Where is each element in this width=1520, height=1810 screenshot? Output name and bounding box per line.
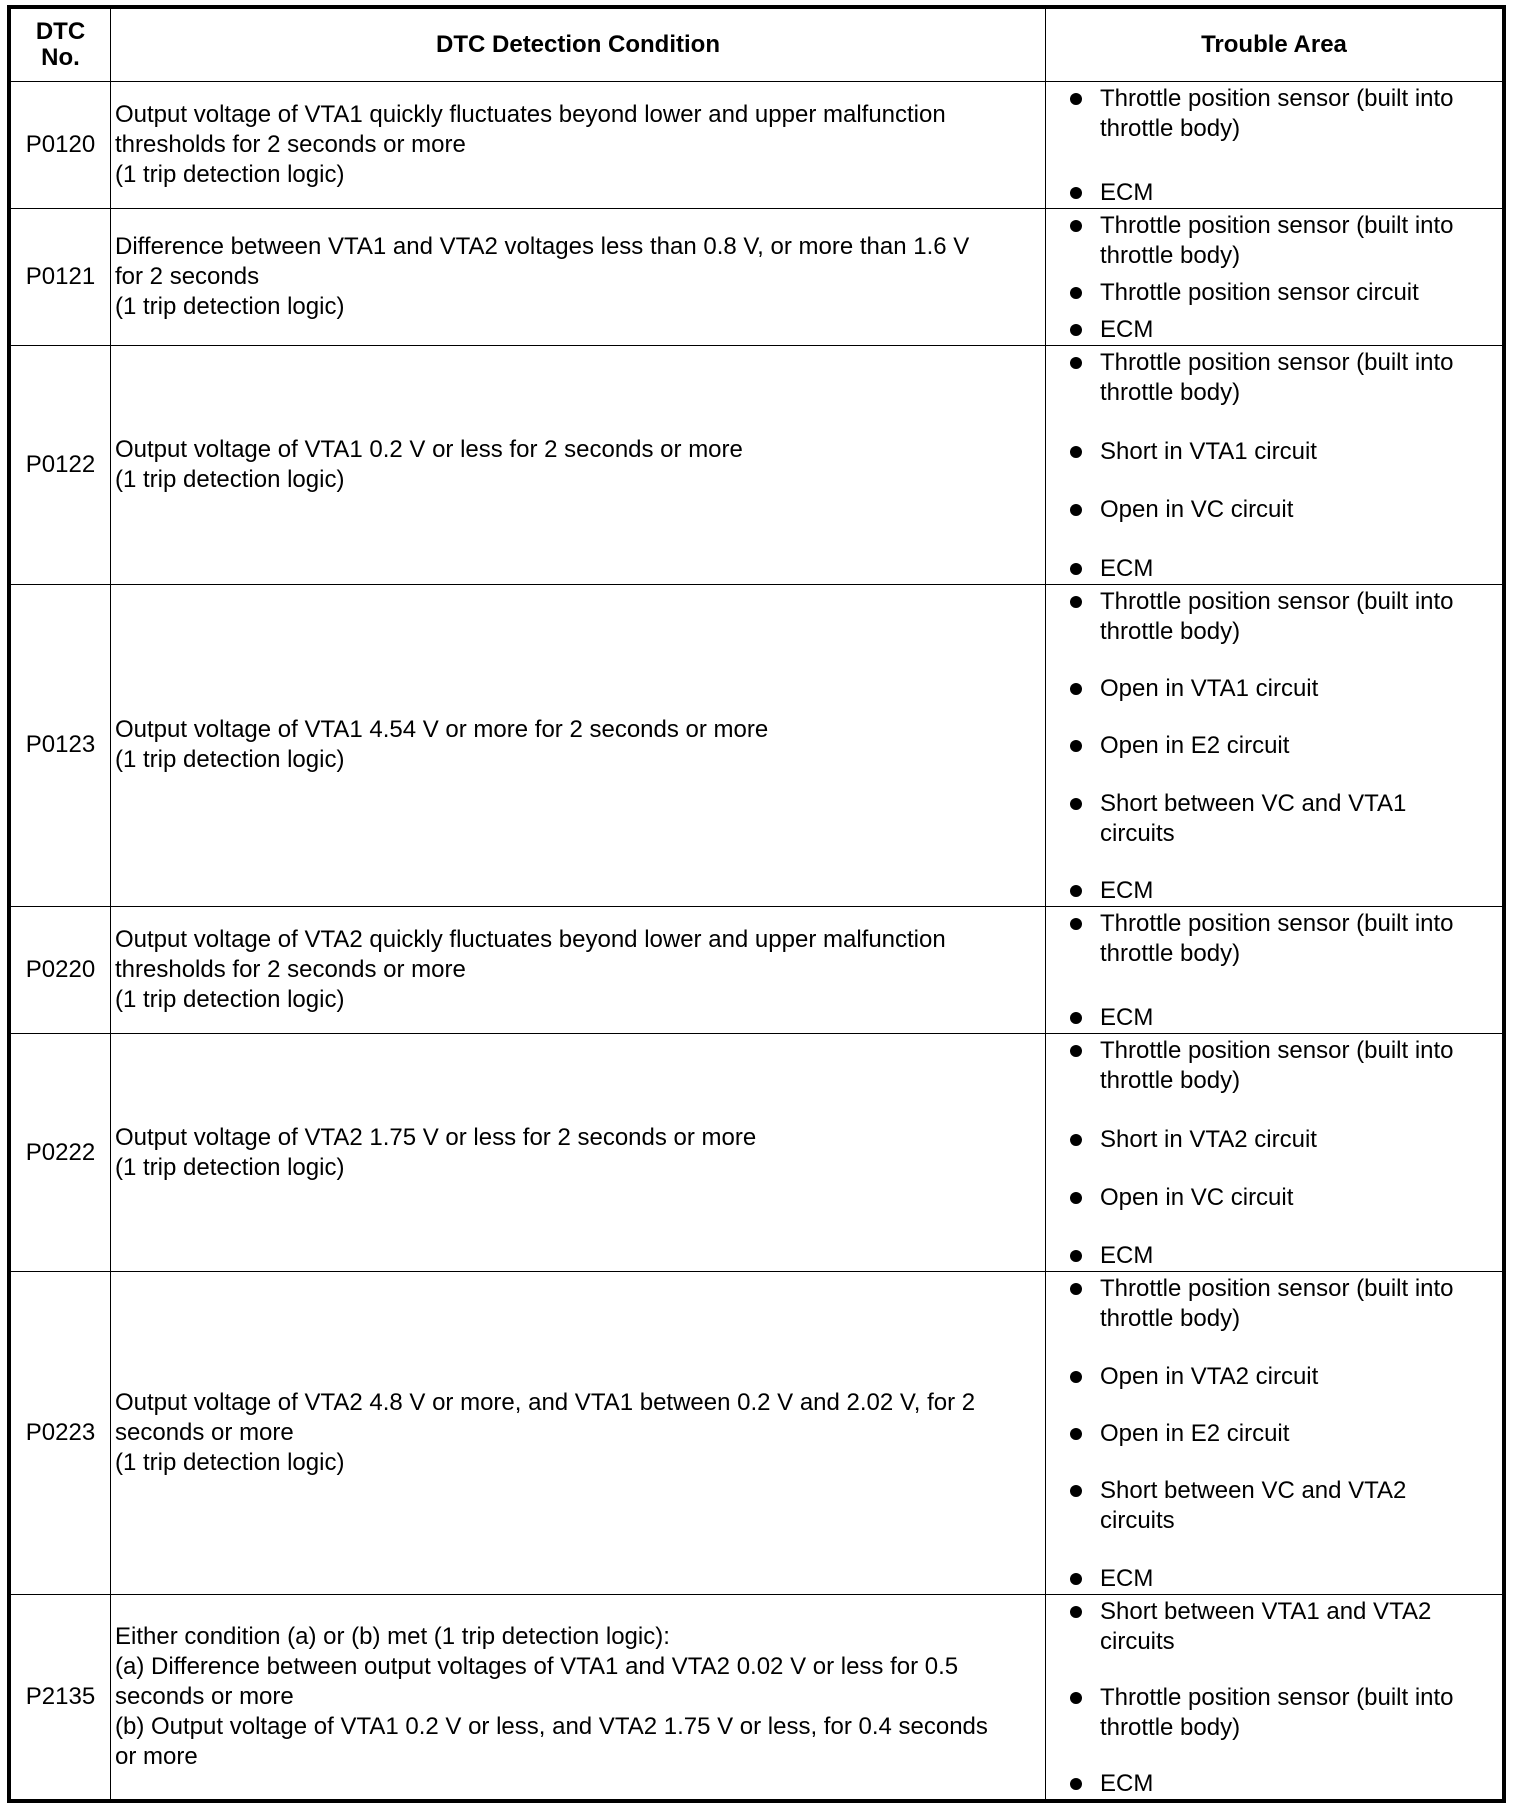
detection-condition: Difference between VTA1 and VTA2 voltages less than 0.8 V, or more than 1.6 V for 2 seconds (1 trip detection logic)	[111, 209, 1046, 346]
table-row	[11, 1272, 1503, 1594]
dtc-code: P0223	[11, 1272, 111, 1594]
list-item: Throttle position sensor (built into throttle body)	[1068, 587, 1496, 647]
list-item: Short in VTA2 circuit	[1068, 1125, 1496, 1155]
dtc-code: P0123	[11, 584, 111, 906]
table-row	[11, 1034, 1503, 1272]
table-row	[11, 906, 1503, 1033]
trouble-area	[1046, 1594, 1503, 1799]
table-row	[11, 584, 1503, 906]
list-item: Open in VC circuit	[1068, 1183, 1496, 1213]
list-item: Throttle position sensor (built into throttle body)	[1068, 1683, 1496, 1743]
trouble-area-list	[1068, 1036, 1496, 1271]
list-item: ECM	[1068, 876, 1496, 906]
table-row	[11, 346, 1503, 584]
dtc-code: P0121	[11, 209, 111, 346]
list-item: ECM	[1068, 178, 1496, 208]
list-item: ECM	[1068, 554, 1496, 584]
detection-condition: Output voltage of VTA2 quickly fluctuates beyond lower and upper malfunction thresholds for 2 seconds or more (1 trip detection logic)	[111, 906, 1046, 1033]
list-item: ECM	[1068, 1003, 1496, 1033]
trouble-area-list	[1068, 909, 1496, 1033]
dtc-code: P0122	[11, 346, 111, 584]
trouble-area-list	[1068, 348, 1496, 583]
list-item: ECM	[1068, 315, 1496, 345]
list-item: Throttle position sensor (built into throttle body)	[1068, 909, 1496, 969]
list-item: Short in VTA1 circuit	[1068, 437, 1496, 467]
dtc-code: P2135	[11, 1594, 111, 1799]
list-item: Throttle position sensor (built into throttle body)	[1068, 1036, 1496, 1096]
list-item: Short between VTA1 and VTA2 circuits	[1068, 1597, 1496, 1657]
list-item: Throttle position sensor circuit	[1068, 278, 1496, 308]
dtc-code: P0222	[11, 1034, 111, 1272]
dtc-table-frame	[7, 5, 1506, 1803]
trouble-area-list	[1068, 1274, 1496, 1593]
detection-condition: Either condition (a) or (b) met (1 trip detection logic): (a) Difference between output voltages of VTA1 and VTA2 0.02 V or less for 0.5 seconds or more (b) Output voltage of VTA1 0.2 V or less, and VTA2 1.75 V or less, for 0.4 seconds or more	[111, 1594, 1046, 1799]
table-row	[11, 82, 1503, 209]
trouble-area-list	[1068, 1597, 1496, 1799]
trouble-area	[1046, 1272, 1503, 1594]
detection-condition: Output voltage of VTA2 1.75 V or less for 2 seconds or more (1 trip detection logic)	[111, 1034, 1046, 1272]
trouble-area	[1046, 82, 1503, 209]
dtc-code: P0120	[11, 82, 111, 209]
list-item: Open in VTA2 circuit	[1068, 1362, 1496, 1392]
trouble-area-list	[1068, 84, 1496, 208]
table-row	[11, 1594, 1503, 1799]
header-trouble-area: Trouble Area	[1046, 9, 1503, 82]
list-item: Open in E2 circuit	[1068, 1419, 1496, 1449]
list-item: Throttle position sensor (built into throttle body)	[1068, 211, 1496, 271]
detection-condition: Output voltage of VTA2 4.8 V or more, and VTA1 between 0.2 V and 2.02 V, for 2 seconds or more (1 trip detection logic)	[111, 1272, 1046, 1594]
detection-condition: Output voltage of VTA1 4.54 V or more for 2 seconds or more (1 trip detection logic)	[111, 584, 1046, 906]
list-item: Open in E2 circuit	[1068, 731, 1496, 761]
detection-condition: Output voltage of VTA1 quickly fluctuates beyond lower and upper malfunction thresholds for 2 seconds or more (1 trip detection logic)	[111, 82, 1046, 209]
table-header-row	[11, 9, 1503, 82]
trouble-area-list	[1068, 587, 1496, 906]
trouble-area	[1046, 906, 1503, 1033]
list-item: ECM	[1068, 1241, 1496, 1271]
table-row	[11, 209, 1503, 346]
detection-condition: Output voltage of VTA1 0.2 V or less for 2 seconds or more (1 trip detection logic)	[111, 346, 1046, 584]
trouble-area	[1046, 1034, 1503, 1272]
header-condition: DTC Detection Condition	[111, 9, 1046, 82]
list-item: ECM	[1068, 1769, 1496, 1799]
list-item: Throttle position sensor (built into throttle body)	[1068, 84, 1496, 144]
list-item: ECM	[1068, 1564, 1496, 1594]
header-dtc-no: DTC No.	[11, 9, 111, 82]
trouble-area	[1046, 209, 1503, 346]
dtc-table	[10, 8, 1503, 1800]
list-item: Short between VC and VTA1 circuits	[1068, 789, 1496, 849]
trouble-area	[1046, 346, 1503, 584]
list-item: Open in VC circuit	[1068, 495, 1496, 525]
trouble-area-list	[1068, 211, 1496, 345]
trouble-area	[1046, 584, 1503, 906]
list-item: Throttle position sensor (built into throttle body)	[1068, 348, 1496, 408]
dtc-code: P0220	[11, 906, 111, 1033]
list-item: Short between VC and VTA2 circuits	[1068, 1476, 1496, 1536]
list-item: Throttle position sensor (built into throttle body)	[1068, 1274, 1496, 1334]
list-item: Open in VTA1 circuit	[1068, 674, 1496, 704]
